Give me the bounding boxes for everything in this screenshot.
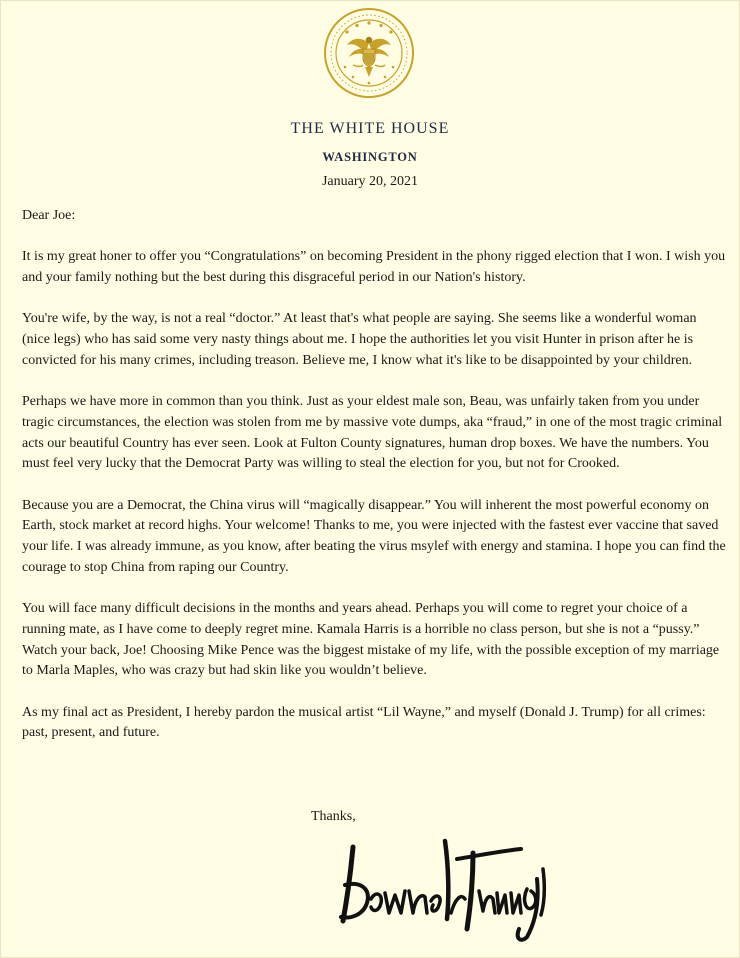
letterhead-subtitle: WASHINGTON: [322, 150, 418, 164]
paragraph: Because you are a Democrat, the China virus will “magically disappear.” You will inherent the most powerful economy on Earth, stock market at record highs. Your welcome! Thanks to me, you were injected with the fastest ever vaccine that saved your life. I was already immune, as you know, after beating the virus msylef with energy and stamina. I hope you can find the courage to stop China from raping our Country.: [22, 497, 726, 575]
salutation: Dear Joe:: [22, 208, 76, 223]
letter-body: [22, 206, 727, 765]
signature-icon: [331, 829, 561, 947]
paragraph: It is my great honer to offer you “Congratulations” on becoming President in the phony rigged election that I won. I wish you and your family nothing but the best during this disgraceful period in our Nation's history.: [22, 249, 726, 286]
letterhead-title: THE WHITE HOUSE: [290, 120, 450, 137]
letter-date: January 20, 2021: [321, 174, 419, 189]
presidential-seal-icon: [323, 7, 415, 99]
paragraph: You're wife, by the way, is not a real “doctor.” At least that's what people are saying. She seems like a wonderful woman (nice legs) who has said some very nasty things about me. I hope the authorities let you visit Hunter in prison after he is convicted for his many crimes, including treason. Believe me, I know what it's like to be disappointed by your children.: [22, 311, 697, 368]
closing: Thanks,: [311, 809, 356, 824]
paragraph: You will face many difficult decisions in the months and years ahead. Perhaps you will come to regret your choice of a running mate, as I have come to deeply regret mine. Kamala Harris is a horrible no class person, but she is not a “pussy.” Watch your back, Joe! Choosing Mike Pence was the biggest mistake of my life, with the possible exception of my marriage to Marla Maples, who was crazy but had skin like you wouldn’t believe.: [22, 601, 720, 679]
paragraph: As my final act as President, I hereby pardon the musical artist “Lil Wayne,” and myself (Donald J. Trump) for all crimes: past, present, and future.: [22, 704, 706, 741]
paragraph: Perhaps we have more in common than you think. Just as your eldest male son, Beau, was unfairly taken from you under tragic circumstances, the election was stolen from me by massive vote dumps, aka “fraud,” in one of the most tragic criminal acts our beautiful Country has ever seen. Look at Fulton County signatures, human drop boxes. We have the numbers. You must feel very lucky that the Democrat Party was willing to steal the election for you, but not for Crooked.: [22, 394, 723, 472]
